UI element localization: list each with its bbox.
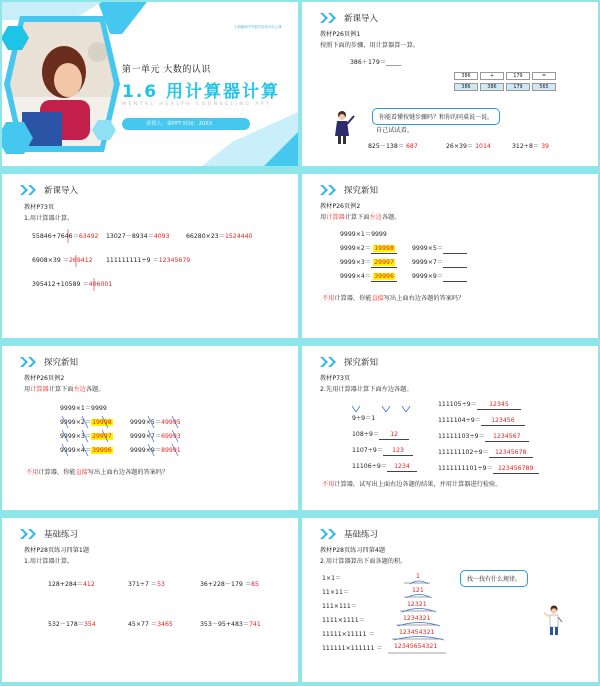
text-label: 9999×4＝ (340, 273, 372, 280)
text-label: 1111104÷9＝ (438, 417, 481, 424)
textbook-ref: 教材P73页 (320, 375, 351, 382)
text-label: 111111111÷9 ＝ (106, 257, 159, 264)
slide-header: 新课导入 (344, 14, 379, 24)
question-1 (368, 144, 418, 151)
slide-header: 探究新知 (344, 358, 379, 368)
instruction: 2.用计算器算出下面各题的积。 (320, 558, 407, 565)
slide-header: 探究新知 (344, 186, 379, 196)
slide-header: 基础练习 (44, 530, 79, 540)
question-2 (446, 144, 491, 151)
text-label: 66280×23＝ (186, 233, 225, 240)
instruction (320, 215, 400, 222)
text-label: 计算器，试写出上面右边各题的结果，并用计算器进行检验。 (334, 481, 502, 488)
text-label: 13027－8934＝ (106, 233, 154, 240)
text-label: 不用 (322, 295, 335, 302)
left-problem (340, 246, 397, 254)
calc-display: 179 (506, 83, 530, 91)
instruction: 1.用计算器计算。 (24, 215, 74, 222)
answer: 29997 (374, 259, 394, 266)
english-subtitle: MENTAL HEALTH COUNSELING PPT (122, 102, 272, 107)
text-label: 111105÷9＝ (438, 401, 477, 408)
problem: 11×11＝ (322, 589, 350, 596)
hint-bubble: 找一找有什么规律。 (460, 570, 528, 587)
problem: 11111×11111 ＝ (322, 631, 375, 638)
textbook-ref: 教材P73页 (24, 204, 55, 211)
text-label: 1107÷9＝ (352, 447, 384, 454)
answer: 12345679 (158, 257, 191, 264)
answer: 123 (392, 447, 404, 454)
text-label: 353－95+483＝ (200, 621, 250, 628)
answer: 687 (405, 143, 418, 150)
text-label: 计算器 (30, 386, 49, 393)
answer: 53 (157, 581, 165, 588)
text-label: 9999×1＝ (340, 231, 372, 238)
chevron-icon (18, 528, 38, 540)
problem (48, 622, 96, 629)
answer: 89991 (161, 447, 181, 454)
text-label: 36+228－179 ＝ (200, 581, 252, 588)
instruction: 按照下面的步骤，用计算器算一算。 (320, 42, 419, 49)
answer: 741 (249, 621, 261, 628)
answer: 406001 (88, 281, 113, 288)
answer: 69993 (161, 433, 181, 440)
slide-3-intro-practice[interactable] (2, 174, 298, 338)
pattern-arrows (2, 346, 298, 510)
calc-display: 386 (454, 83, 478, 91)
text-label: 9999 (371, 231, 387, 238)
calc-display: 565 (532, 83, 556, 91)
cursor-marks (2, 174, 298, 338)
left-problem (340, 274, 397, 282)
course-note: 上海涵涛中学数学培训专用上课 (234, 25, 282, 29)
text-label: 312÷8＝ (512, 143, 540, 150)
text-label: 11106÷9＝ (352, 463, 387, 470)
instruction: 2.先用计算器计算下面左边各题。 (320, 386, 413, 393)
calc-display: 386 (480, 83, 504, 91)
slide-2-intro[interactable] (302, 2, 598, 166)
text-label: 9999×9＝ (130, 447, 162, 454)
answer: 19998 (92, 419, 112, 426)
text-label: 9999×4＝ (60, 447, 92, 454)
slide-7-basic-practice[interactable] (2, 518, 298, 682)
text-label: 直接 (75, 469, 88, 476)
calc-key: + (480, 72, 504, 80)
question-3 (512, 144, 549, 151)
text-label: 不用 (26, 469, 39, 476)
text-label: 不用 (322, 481, 335, 488)
text-label: 直接 (371, 295, 384, 302)
slide-header: 新课导入 (44, 186, 79, 196)
text-label: 108÷9＝ (352, 431, 380, 438)
text-label: 9999×9＝ (412, 273, 444, 280)
text-label: 9999×7＝ (130, 433, 162, 440)
answer: 123454321 (399, 629, 435, 636)
answer: 1234567 (493, 433, 521, 440)
answer: 12345 (489, 401, 509, 408)
text-label: 6908×39 ＝ (32, 257, 69, 264)
slide-5-explore[interactable] (2, 346, 298, 510)
text-label: 26×39＝ (446, 143, 474, 150)
text-label: 128+284＝ (48, 581, 83, 588)
footer-question (322, 296, 464, 303)
right-problem (412, 246, 467, 254)
text-label: 395412+10589 ＝ (32, 281, 89, 288)
answer: 1524440 (224, 233, 253, 240)
slide-header: 基础练习 (344, 530, 379, 540)
answer: 39 (541, 143, 549, 150)
answer: 1234 (394, 463, 410, 470)
text-label: 9999×2＝ (340, 245, 372, 252)
problem (128, 582, 165, 589)
text-label: 111111102÷9＝ (438, 449, 489, 456)
textbook-ref: 教材P26页例2 (320, 203, 361, 210)
answer: 1014 (475, 143, 491, 150)
presenter-info: 讲授人：秦PPT 时间：20XX (122, 118, 250, 130)
slide-1-title[interactable] (2, 2, 298, 166)
text-label: 各题。 (381, 214, 401, 221)
text-label: 9999×5＝ (412, 245, 444, 252)
problem (200, 582, 259, 589)
answer: 63492 (78, 233, 99, 240)
slide-header: 探究新知 (44, 358, 79, 368)
problem: 1×1＝ (322, 575, 342, 582)
slide-6-explore[interactable] (302, 346, 598, 510)
text-label: 9999×2＝ (60, 419, 92, 426)
answer: 269412 (68, 257, 93, 264)
lesson-title: 1.6 用计算器计算 (122, 82, 281, 102)
text-label: 计算器，你能 (38, 469, 76, 476)
text-label: 左边 (369, 214, 382, 221)
text-label: 532－178＝ (48, 621, 84, 628)
answer: 12 (390, 431, 399, 438)
answer: 412 (83, 581, 95, 588)
text-label: 写出上面右边各题的答案吗？ (87, 469, 169, 476)
try-prompt: 自己试试看。 (376, 127, 414, 134)
left-problem: 9999×1＝9999 (60, 405, 107, 412)
textbook-ref: 教材P28页练习四第1题 (24, 547, 90, 554)
answer: 3465 (157, 621, 173, 628)
text-label: 9999×5＝ (130, 419, 162, 426)
answer: 12321 (407, 601, 427, 608)
problem (48, 582, 95, 589)
text-label: 各题。 (85, 386, 105, 393)
text-label: 825－138＝ (368, 143, 404, 150)
left-problem (340, 232, 387, 239)
instruction: 1.用计算器计算。 (24, 558, 74, 565)
text-label: 用 (24, 386, 31, 393)
slide-4-explore[interactable] (302, 174, 598, 338)
answer: 39996 (92, 447, 112, 454)
text-label: 45×77 ＝ (128, 621, 158, 628)
text-label: 9999×3＝ (340, 259, 372, 266)
calc-key: 386 (454, 72, 478, 80)
chevron-icon (318, 184, 338, 196)
textbook-ref: 教材P26页例2 (24, 375, 65, 382)
text-label: 1111111101÷9＝ (438, 465, 493, 472)
text-label: 用 (320, 214, 327, 221)
calc-key: = (532, 72, 556, 80)
slide-8-basic-practice[interactable] (302, 518, 598, 682)
answer: 123456789 (497, 465, 534, 472)
answer: 19998 (374, 245, 394, 252)
text-label: 371÷7 ＝ (128, 581, 158, 588)
text-label: 写出上面右边各题的答案吗？ (383, 295, 465, 302)
right-problem (412, 260, 467, 268)
left-problem (340, 260, 397, 268)
problem: 111111×111111 ＝ (322, 645, 383, 652)
answer-underlines (302, 518, 598, 682)
text-label: 9999×3＝ (60, 433, 92, 440)
text-label: 计算器，你能 (334, 295, 372, 302)
text-label: 左边 (73, 386, 86, 393)
text-label: 计算器 (326, 214, 345, 221)
answer: 85 (251, 581, 259, 588)
footer-question (322, 482, 501, 489)
text-label: 55846+7646＝ (32, 233, 79, 240)
answer: 1 (416, 573, 420, 580)
text-label: 9999×7＝ (412, 259, 444, 266)
textbook-ref: 教材P28页练习四第4题 (320, 547, 386, 554)
answer: 354 (84, 621, 96, 628)
answer: 121 (412, 587, 424, 594)
answer: 12345654321 (394, 643, 438, 650)
text-label: 计算下面 (48, 386, 74, 393)
equation: 386＋179＝_____ (350, 59, 402, 66)
footer-question (26, 470, 168, 477)
text-label: 11111103÷9＝ (438, 433, 485, 440)
unit-title: 第一单元 大数的认识 (122, 65, 211, 75)
answer: 1234321 (403, 615, 431, 622)
right-problem (412, 274, 467, 282)
answer: 39996 (374, 273, 394, 280)
problem (200, 622, 261, 629)
textbook-ref: 教材P26页例1 (320, 31, 361, 38)
answer: 123456 (491, 417, 515, 424)
calc-key: 179 (506, 72, 530, 80)
problem: 111×111＝ (322, 603, 357, 610)
answer: 49995 (161, 419, 181, 426)
teacher-figure (302, 2, 598, 166)
answer: 4093 (153, 233, 170, 240)
speech-bubble: 你能看懂按键步骤吗？和你的同桌说一说。 (372, 108, 500, 125)
answer: 12345678 (495, 449, 527, 456)
answer: 29997 (92, 433, 112, 440)
text-label: 计算下面 (344, 214, 370, 221)
left-problem: 9÷9＝1 (352, 415, 376, 422)
problem (128, 622, 173, 629)
problem: 1111×1111＝ (322, 617, 365, 624)
